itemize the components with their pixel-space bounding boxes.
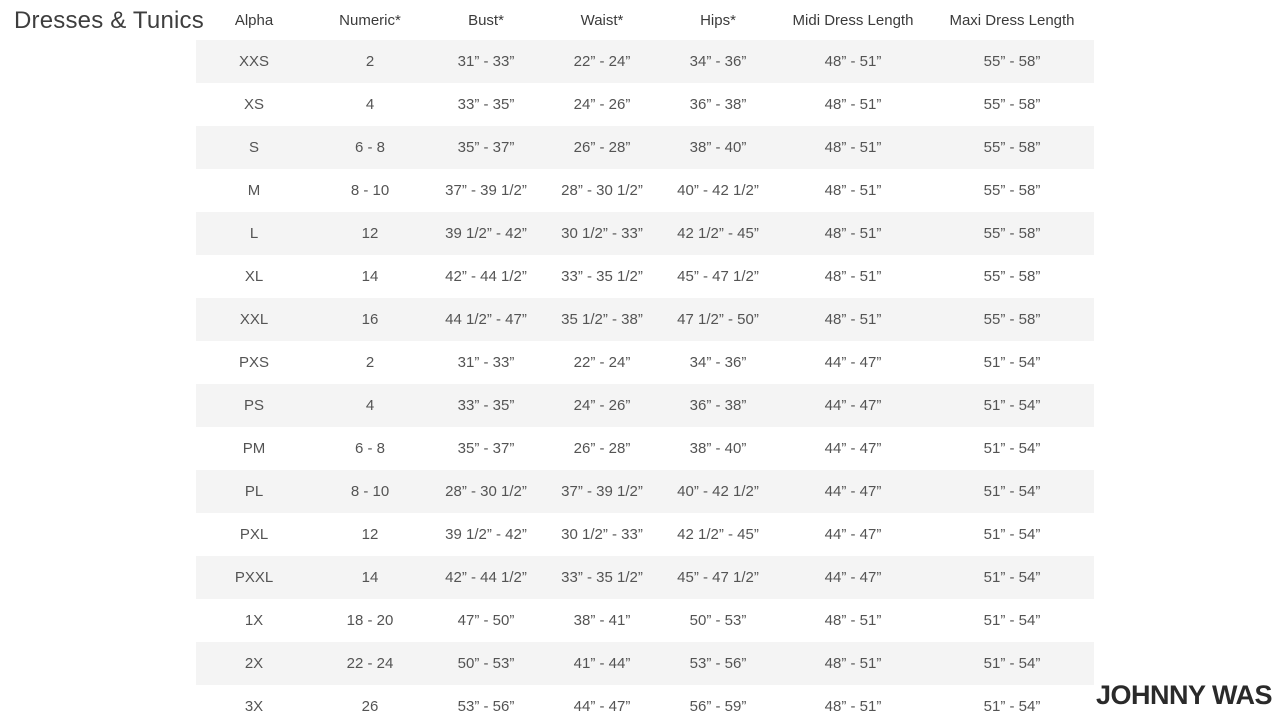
table-cell: 48” - 51” xyxy=(824,53,882,70)
table-cell: 6 - 8 xyxy=(354,139,385,156)
column-header: Maxi Dress Length xyxy=(949,11,1075,29)
table-row xyxy=(196,384,1094,427)
table-cell: S xyxy=(248,139,259,156)
table-cell: 31” - 33” xyxy=(457,354,515,371)
table-cell: 55” - 58” xyxy=(983,53,1041,70)
table-cell: 45” - 47 1/2” xyxy=(677,569,759,586)
table-cell: 8 - 10 xyxy=(350,182,390,199)
table-row xyxy=(196,470,1094,513)
table-row xyxy=(196,169,1094,212)
table-row xyxy=(196,599,1094,642)
table-cell: L xyxy=(249,225,259,242)
table-cell: 28” - 30 1/2” xyxy=(445,483,527,500)
table-cell: 51” - 54” xyxy=(983,569,1041,586)
table-cell: 39 1/2” - 42” xyxy=(445,526,527,543)
table-cell: 48” - 51” xyxy=(824,268,882,285)
table-cell: 48” - 51” xyxy=(824,225,882,242)
table-cell: 53” - 56” xyxy=(689,655,747,672)
table-cell: PL xyxy=(244,483,264,500)
table-cell: PM xyxy=(242,440,266,457)
table-cell: 35 1/2” - 38” xyxy=(561,311,643,328)
size-table-body xyxy=(196,40,1094,720)
table-cell: 48” - 51” xyxy=(824,139,882,156)
table-row xyxy=(196,642,1094,685)
table-cell: 6 - 8 xyxy=(354,440,385,457)
table-cell: XXL xyxy=(239,311,269,328)
table-cell: 51” - 54” xyxy=(983,354,1041,371)
table-cell: 51” - 54” xyxy=(983,698,1041,715)
brand-logo: JOHNNY WAS xyxy=(1095,680,1272,710)
table-cell: 34” - 36” xyxy=(689,354,747,371)
table-cell: 44” - 47” xyxy=(824,397,882,414)
table-cell: 14 xyxy=(361,268,379,285)
table-cell: 38” - 40” xyxy=(689,139,747,156)
table-cell: 42” - 44 1/2” xyxy=(445,569,527,586)
table-row xyxy=(196,298,1094,341)
table-cell: 12 xyxy=(361,526,379,543)
table-cell: 42 1/2” - 45” xyxy=(677,526,759,543)
table-cell: 44 1/2” - 47” xyxy=(445,311,527,328)
page-title: Dresses & Tunics xyxy=(14,7,204,34)
table-cell: 3X xyxy=(244,698,264,715)
table-cell: 2 xyxy=(365,354,375,371)
table-cell: 31” - 33” xyxy=(457,53,515,70)
table-cell: 39 1/2” - 42” xyxy=(445,225,527,242)
column-header: Midi Dress Length xyxy=(792,11,914,29)
table-cell: 26” - 28” xyxy=(573,139,631,156)
table-cell: 40” - 42 1/2” xyxy=(677,182,759,199)
column-header: Alpha xyxy=(234,11,274,29)
size-table-grid xyxy=(196,0,1094,720)
table-cell: 37” - 39 1/2” xyxy=(561,483,643,500)
table-cell: 55” - 58” xyxy=(983,268,1041,285)
table-cell: 55” - 58” xyxy=(983,182,1041,199)
table-row xyxy=(196,83,1094,126)
table-cell: 42 1/2” - 45” xyxy=(677,225,759,242)
table-cell: 48” - 51” xyxy=(824,96,882,113)
table-cell: 38” - 40” xyxy=(689,440,747,457)
table-cell: 1X xyxy=(244,612,264,629)
table-cell: 41” - 44” xyxy=(573,655,631,672)
table-cell: 26 xyxy=(361,698,379,715)
table-cell: 51” - 54” xyxy=(983,483,1041,500)
table-cell: 56” - 59” xyxy=(689,698,747,715)
table-cell: XL xyxy=(244,268,264,285)
table-cell: 51” - 54” xyxy=(983,440,1041,457)
table-cell: 36” - 38” xyxy=(689,96,747,113)
table-cell: 33” - 35” xyxy=(457,397,515,414)
table-row xyxy=(196,685,1094,720)
table-cell: 47 1/2” - 50” xyxy=(677,311,759,328)
table-row xyxy=(196,126,1094,169)
table-cell: 26” - 28” xyxy=(573,440,631,457)
table-cell: 14 xyxy=(361,569,379,586)
table-cell: 55” - 58” xyxy=(983,311,1041,328)
table-cell: 51” - 54” xyxy=(983,397,1041,414)
table-cell: 30 1/2” - 33” xyxy=(561,225,643,242)
table-cell: 51” - 54” xyxy=(983,655,1041,672)
table-cell: 44” - 47” xyxy=(573,698,631,715)
table-cell: 22” - 24” xyxy=(573,354,631,371)
table-cell: 22” - 24” xyxy=(573,53,631,70)
table-row xyxy=(196,556,1094,599)
table-cell: 50” - 53” xyxy=(689,612,747,629)
table-cell: 8 - 10 xyxy=(350,483,390,500)
table-cell: XS xyxy=(243,96,264,113)
table-cell: 48” - 51” xyxy=(824,698,882,715)
table-cell: 38” - 41” xyxy=(573,612,631,629)
table-cell: 34” - 36” xyxy=(689,53,747,70)
table-cell: 48” - 51” xyxy=(824,311,882,328)
size-table xyxy=(196,0,1094,720)
table-cell: 37” - 39 1/2” xyxy=(445,182,527,199)
table-cell: 12 xyxy=(361,225,379,242)
column-header: Bust* xyxy=(468,11,504,29)
table-cell: 55” - 58” xyxy=(983,96,1041,113)
table-cell: 44” - 47” xyxy=(824,526,882,543)
column-header: Numeric* xyxy=(339,11,401,29)
table-cell: 55” - 58” xyxy=(983,139,1041,156)
table-cell: 45” - 47 1/2” xyxy=(677,268,759,285)
table-cell: PXS xyxy=(238,354,269,371)
table-cell: 24” - 26” xyxy=(573,96,631,113)
table-cell: 44” - 47” xyxy=(824,440,882,457)
table-row xyxy=(196,341,1094,384)
table-cell: 2X xyxy=(244,655,264,672)
table-row xyxy=(196,255,1094,298)
table-cell: 44” - 47” xyxy=(824,569,882,586)
table-cell: 35” - 37” xyxy=(457,139,515,156)
table-cell: 44” - 47” xyxy=(824,483,882,500)
table-cell: 48” - 51” xyxy=(824,655,882,672)
table-row xyxy=(196,212,1094,255)
table-row xyxy=(196,513,1094,556)
table-cell: 50” - 53” xyxy=(457,655,515,672)
table-cell: 36” - 38” xyxy=(689,397,747,414)
table-cell: 4 xyxy=(365,96,375,113)
table-cell: 44” - 47” xyxy=(824,354,882,371)
table-row xyxy=(196,40,1094,83)
table-cell: 42” - 44 1/2” xyxy=(445,268,527,285)
table-cell: 18 - 20 xyxy=(346,612,394,629)
table-cell: 53” - 56” xyxy=(457,698,515,715)
table-cell: 35” - 37” xyxy=(457,440,515,457)
table-cell: 40” - 42 1/2” xyxy=(677,483,759,500)
table-cell: 51” - 54” xyxy=(983,526,1041,543)
table-cell: 33” - 35” xyxy=(457,96,515,113)
column-header: Hips* xyxy=(700,11,736,29)
table-cell: 22 - 24 xyxy=(346,655,394,672)
table-cell: PXL xyxy=(239,526,269,543)
table-cell: 33” - 35 1/2” xyxy=(561,268,643,285)
table-cell: 33” - 35 1/2” xyxy=(561,569,643,586)
table-cell: 4 xyxy=(365,397,375,414)
table-cell: 28” - 30 1/2” xyxy=(561,182,643,199)
table-cell: 16 xyxy=(361,311,379,328)
table-row xyxy=(196,427,1094,470)
table-cell: 48” - 51” xyxy=(824,612,882,629)
table-cell: 30 1/2” - 33” xyxy=(561,526,643,543)
table-cell: 2 xyxy=(365,53,375,70)
column-header: Waist* xyxy=(580,11,624,29)
table-cell: 51” - 54” xyxy=(983,612,1041,629)
header-row xyxy=(196,0,1094,40)
table-cell: M xyxy=(247,182,261,199)
table-cell: 47” - 50” xyxy=(457,612,515,629)
table-cell: 48” - 51” xyxy=(824,182,882,199)
table-cell: 55” - 58” xyxy=(983,225,1041,242)
table-cell: 24” - 26” xyxy=(573,397,631,414)
table-cell: XXS xyxy=(238,53,269,70)
table-cell: PS xyxy=(243,397,264,414)
table-cell: PXXL xyxy=(234,569,274,586)
